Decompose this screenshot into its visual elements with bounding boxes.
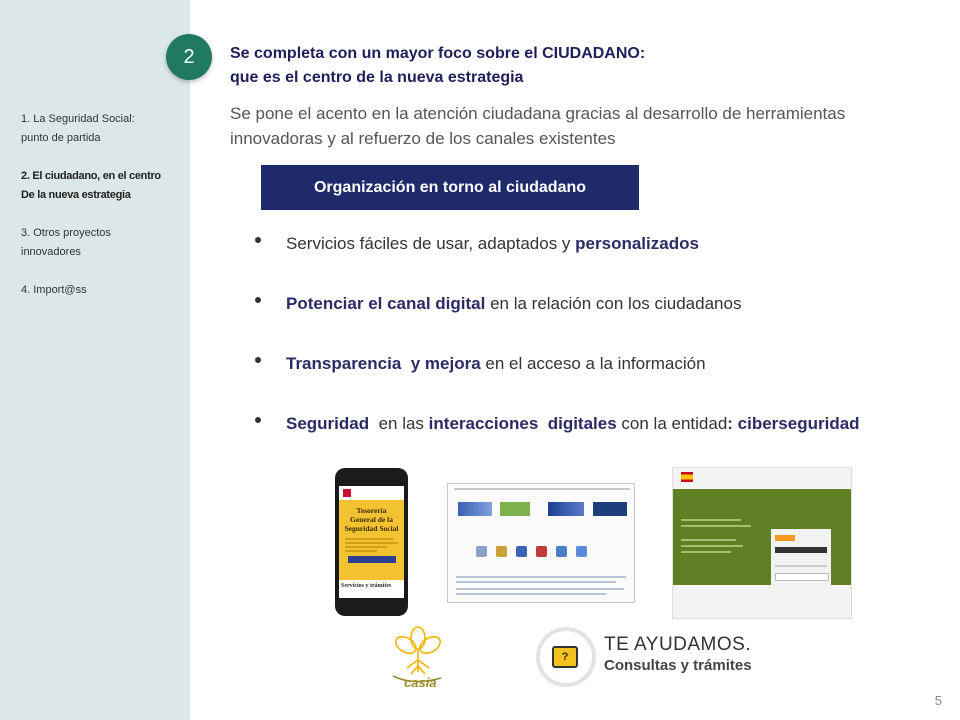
boe-logo-icon — [593, 502, 627, 516]
text-placeholder — [456, 581, 616, 583]
text-placeholder — [681, 551, 731, 553]
bullet-text-regular: en la relación con los ciudadanos — [485, 294, 742, 313]
page-subtitle-line-1: Se pone el acento en la atención ciudadana gracias al desarrollo de herramientas — [230, 104, 846, 123]
bullet-list — [255, 232, 945, 472]
sidebar-item-label: 3. Otros proyectos — [21, 227, 111, 239]
sidebar-item-label: innovadores — [21, 246, 81, 258]
sidebar — [0, 0, 190, 720]
section-banner: Organización en torno al ciudadano — [261, 165, 639, 210]
help-subtitle: Consultas y trámites — [604, 657, 752, 674]
bullet-item — [255, 352, 945, 412]
page-title — [230, 42, 930, 90]
browser-bar — [454, 488, 630, 490]
text-placeholder — [681, 545, 743, 547]
help-title: TE AYUDAMOS. — [604, 634, 752, 655]
tu-seguridad-social-logo-icon — [500, 502, 530, 516]
gov-header — [673, 468, 851, 488]
phone-title-line: Seguridad Social — [344, 524, 399, 533]
bullet-text — [286, 352, 706, 376]
bullet-text-regular: en el acceso a la información — [480, 354, 706, 373]
bullet-text-bold: interacciones digitales — [428, 414, 617, 433]
text-placeholder — [681, 525, 751, 527]
sidebar-item-label: 1. La Seguridad Social: — [21, 113, 135, 125]
phone-button — [348, 556, 396, 563]
bullet-text — [286, 232, 699, 256]
phone-title-line: Tesorería — [356, 506, 387, 515]
text-placeholder — [456, 588, 624, 590]
bullet-text-bold: Potenciar el canal digital — [286, 294, 486, 313]
bullet-text-regular: Servicios fáciles de usar, adaptados y — [286, 234, 576, 253]
divider — [775, 565, 827, 567]
spain-flag-icon — [681, 472, 693, 482]
sidebar-item-label: De la nueva estrategia — [21, 189, 131, 201]
service-icons-row — [476, 546, 616, 560]
login-panel — [673, 489, 851, 585]
sidebar-item-2[interactable] — [21, 167, 181, 205]
login-button — [775, 547, 827, 553]
red-logo-icon — [548, 502, 584, 516]
phone-header — [339, 486, 404, 500]
page-footer — [673, 586, 851, 618]
text-placeholder — [681, 539, 736, 541]
tgss-logo-icon — [343, 489, 351, 497]
bullet-text-bold: : ciberseguridad — [727, 414, 860, 433]
sidebar-item-label: punto de partida — [21, 132, 101, 144]
bullet-text-regular: con la entidad — [616, 414, 728, 433]
sidebar-item-label: 2. El ciudadano, en el centro — [21, 170, 161, 182]
bullet-text-bold: Transparencia y mejora — [286, 354, 481, 373]
bullet-item — [255, 412, 945, 472]
secondary-button — [775, 573, 829, 581]
bullet-text-bold: Seguridad — [286, 414, 370, 433]
text-placeholder — [681, 519, 741, 521]
casia-label: casia — [404, 675, 437, 690]
bullet-text-bold: personalizados — [575, 234, 699, 253]
bullet-text — [286, 292, 741, 316]
phone-title-line: General de la — [350, 515, 393, 524]
bullet-dot-icon — [255, 417, 261, 423]
bullet-dot-icon — [255, 297, 261, 303]
clave-logo-icon — [775, 535, 795, 541]
page-subtitle-line-2: innovadoras y al refuerzo de los canales existentes — [230, 129, 616, 148]
page-title-line-1: Se completa con un mayor foco sobre el CIUDADANO: — [230, 45, 646, 62]
text-placeholder — [456, 593, 606, 595]
sidebar-item-4[interactable] — [21, 281, 181, 300]
page-title-line-2: que es el centro de la nueva estrategia — [230, 69, 524, 86]
phone-title — [339, 506, 404, 533]
question-bubble-icon: ? — [552, 646, 578, 668]
page-number: 5 — [934, 693, 942, 708]
sidebar-item-3[interactable] — [21, 224, 181, 262]
bullet-text — [286, 412, 860, 436]
page-subtitle — [230, 101, 940, 151]
phone-text-placeholder — [345, 538, 398, 552]
sidebar-item-label: 4. Import@ss — [21, 284, 87, 296]
phone-mockup — [335, 468, 408, 616]
phone-bottom-label: Servicios y trámites — [339, 580, 404, 598]
step-badge: 2 — [166, 34, 212, 80]
seg-social-logo-icon — [458, 502, 492, 516]
bullet-dot-icon — [255, 357, 261, 363]
text-placeholder — [456, 576, 626, 578]
web-portal-screenshot — [447, 483, 635, 603]
login-card — [771, 529, 831, 587]
sidebar-nav — [21, 110, 181, 319]
bullet-text-regular: en las — [369, 414, 429, 433]
bullet-item — [255, 232, 945, 292]
sidebar-item-1[interactable] — [21, 110, 181, 148]
bullet-dot-icon — [255, 237, 261, 243]
phone-screen — [339, 486, 404, 598]
help-chat-icon — [536, 627, 596, 687]
tu-seguridad-social-screenshot — [672, 467, 852, 619]
bullet-item — [255, 292, 945, 352]
